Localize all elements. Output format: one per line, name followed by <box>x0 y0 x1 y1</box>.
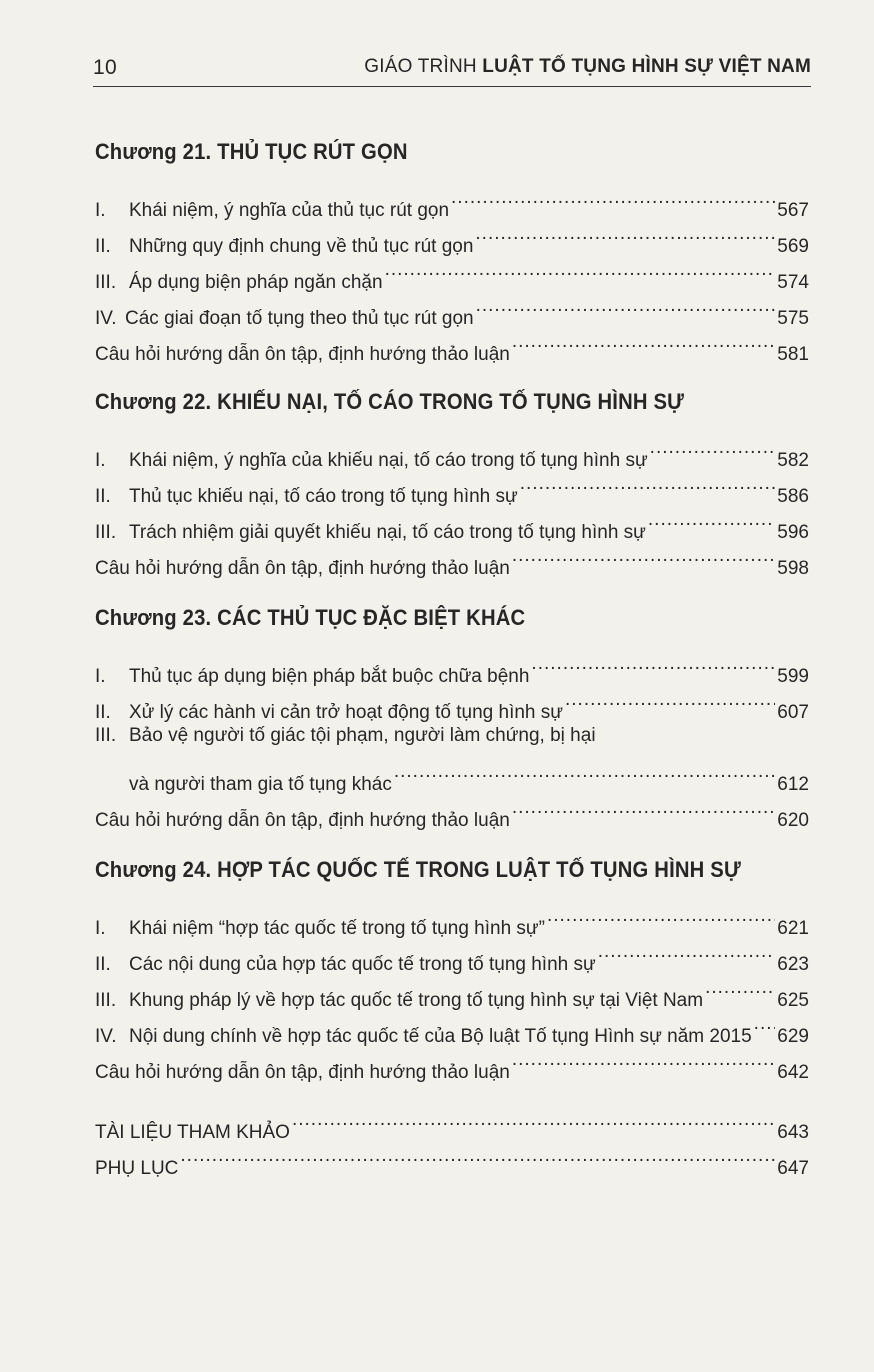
back-matter <box>95 1102 809 1179</box>
entry-label: Các giai đoạn tố tụng theo thủ tục rút gọn <box>125 308 474 329</box>
dot-leader <box>385 252 776 288</box>
dot-leader <box>476 288 776 324</box>
book-title <box>364 56 811 78</box>
entry-number: I. <box>95 450 106 471</box>
chapter-21 <box>95 134 809 365</box>
dot-leader <box>754 1006 776 1042</box>
toc-entry[interactable] <box>95 898 809 939</box>
dot-leader <box>475 216 775 252</box>
entry-label: Nội dung chính về hợp tác quốc tế của Bộ luật Tố tụng Hình sự năm 2015 <box>129 1026 752 1047</box>
chapter-title: Chương 23. CÁC THỦ TỤC ĐẶC BIỆT KHÁC <box>95 605 526 630</box>
dot-leader <box>547 898 775 934</box>
entry-number: III. <box>95 272 117 293</box>
toc-entry-appendix[interactable] <box>95 1138 809 1179</box>
entry-label: Khái niệm, ý nghĩa của khiếu nại, tố cáo trong tố tụng hình sự <box>129 450 648 471</box>
entry-number: I. <box>95 666 106 687</box>
entry-label: và người tham gia tố tụng khác <box>129 774 392 795</box>
entry-page: 582 <box>777 450 809 471</box>
book-title-prefix: GIÁO TRÌNH <box>364 56 483 77</box>
entry-number: IV. <box>95 1026 117 1047</box>
entry-page: 581 <box>777 344 809 365</box>
entry-page: 623 <box>777 954 809 975</box>
chapter-title: Chương 21. THỦ TỤC RÚT GỌN <box>95 139 408 164</box>
entry-page: 643 <box>777 1122 809 1143</box>
entry-label: Khung pháp lý về hợp tác quốc tế trong tố tụng hình sự tại Việt Nam <box>129 990 704 1011</box>
dot-leader <box>180 1138 775 1174</box>
entry-page: 620 <box>777 810 809 831</box>
entry-label: Khái niệm, ý nghĩa của thủ tục rút gọn <box>129 200 450 221</box>
entry-label: TÀI LIỆU THAM KHẢO <box>95 1122 290 1143</box>
dot-leader <box>648 502 775 538</box>
entry-number: III. <box>95 522 117 543</box>
dot-leader <box>520 466 776 502</box>
chapter-title: Chương 24. HỢP TÁC QUỐC TẾ TRONG LUẬT TỐ TỤNG HÌNH SỰ <box>95 857 741 882</box>
entry-page: 612 <box>777 774 809 795</box>
entry-number: II. <box>95 702 111 723</box>
entry-label: Thủ tục áp dụng biện pháp bắt buộc chữa bệnh <box>129 666 530 687</box>
dot-leader <box>394 754 775 790</box>
chapter-24 <box>95 852 809 1083</box>
chapter-title: Chương 22. KHIẾU NẠI, TỐ CÁO TRONG TỐ TỤNG HÌNH SỰ <box>95 389 685 414</box>
toc-entry[interactable] <box>95 180 809 221</box>
book-title-main: LUẬT TỐ TỤNG HÌNH SỰ VIỆT NAM <box>482 56 811 77</box>
chapter-23 <box>95 600 809 831</box>
entry-page: 607 <box>777 702 809 723</box>
entry-label: Xử lý các hành vi cản trở hoạt động tố tụng hình sự <box>129 702 563 723</box>
entry-page: 586 <box>777 486 809 507</box>
entry-page: 647 <box>777 1158 809 1179</box>
entry-page: 625 <box>777 990 809 1011</box>
entry-label: Thủ tục khiếu nại, tố cáo trong tố tụng hình sự <box>129 486 518 507</box>
entry-page: 599 <box>777 666 809 687</box>
entry-page: 569 <box>777 236 809 257</box>
page-number: 10 <box>93 56 117 79</box>
entry-number: II. <box>95 954 111 975</box>
dot-leader <box>512 538 775 574</box>
entry-page: 567 <box>777 200 809 221</box>
toc-entry[interactable] <box>95 718 809 754</box>
entry-number: III. <box>95 725 117 746</box>
dot-leader <box>598 934 776 970</box>
dot-leader <box>512 1042 775 1078</box>
entry-page: 574 <box>777 272 809 293</box>
entry-page: 621 <box>777 918 809 939</box>
entry-label: Câu hỏi hướng dẫn ôn tập, định hướng thảo luận <box>95 810 510 831</box>
entry-page: 598 <box>777 558 809 579</box>
entry-page: 575 <box>777 308 809 329</box>
dot-leader <box>451 180 775 216</box>
entry-number: I. <box>95 200 106 221</box>
entry-number: III. <box>95 990 117 1011</box>
toc-entry[interactable] <box>95 646 809 687</box>
entry-label: Những quy định chung về thủ tục rút gọn <box>129 236 474 257</box>
dot-leader <box>705 970 775 1006</box>
toc-entry[interactable] <box>95 430 809 471</box>
entry-page: 642 <box>777 1062 809 1083</box>
dot-leader <box>292 1102 775 1138</box>
entry-label: Câu hỏi hướng dẫn ôn tập, định hướng thảo luận <box>95 344 510 365</box>
entry-label: Câu hỏi hướng dẫn ôn tập, định hướng thảo luận <box>95 1062 510 1083</box>
entry-number: II. <box>95 486 111 507</box>
dot-leader <box>650 430 776 466</box>
dot-leader <box>565 682 775 718</box>
entry-label: Khái niệm “hợp tác quốc tế trong tố tụng hình sự” <box>129 918 545 939</box>
dot-leader <box>512 324 775 360</box>
entry-page: 629 <box>777 1026 809 1047</box>
entry-label: PHỤ LỤC <box>95 1158 179 1179</box>
entry-page: 596 <box>777 522 809 543</box>
entry-label: Bảo vệ người tố giác tội phạm, người làm chứng, bị hại <box>129 725 596 746</box>
entry-label: Câu hỏi hướng dẫn ôn tập, định hướng thảo luận <box>95 558 510 579</box>
entry-number: I. <box>95 918 106 939</box>
entry-number: II. <box>95 236 111 257</box>
entry-label: Áp dụng biện pháp ngăn chặn <box>129 272 383 293</box>
toc-entry-references[interactable] <box>95 1102 809 1143</box>
dot-leader <box>531 646 775 682</box>
entry-number: IV. <box>95 308 117 329</box>
entry-label: Trách nhiệm giải quyết khiếu nại, tố cáo trong tố tụng hình sự <box>129 522 646 543</box>
entry-label: Các nội dung của hợp tác quốc tế trong tố tụng hình sự <box>129 954 596 975</box>
dot-leader <box>512 790 775 826</box>
toc-entry-continuation[interactable] <box>95 754 809 795</box>
running-header <box>93 52 811 87</box>
chapter-22 <box>95 384 809 579</box>
